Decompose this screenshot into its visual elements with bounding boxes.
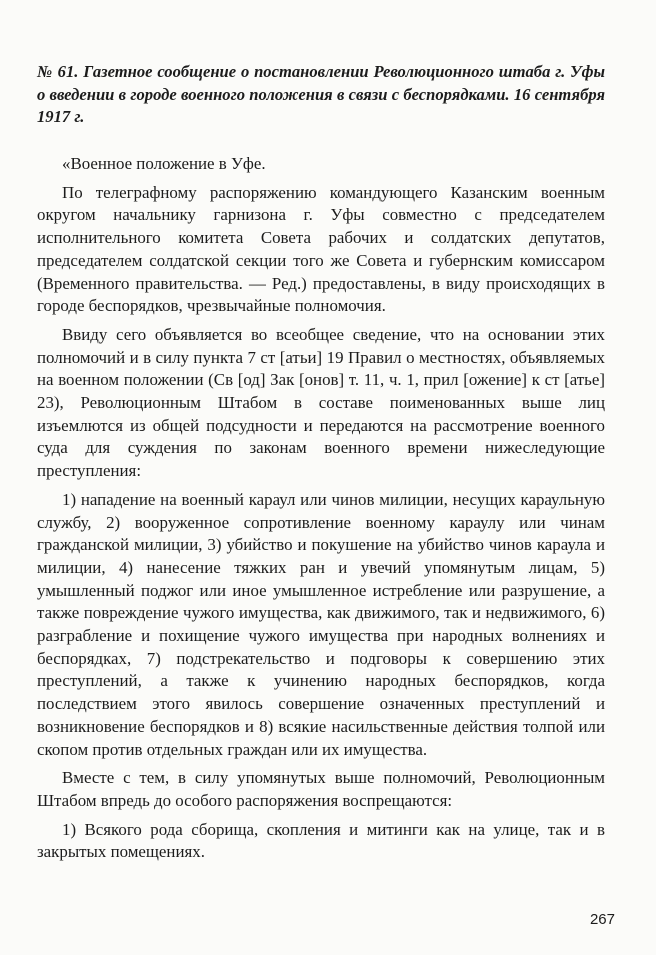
- page-number: 267: [589, 911, 615, 928]
- paragraph-announcement: Ввиду сего объявляется во всеобщее сведение, что на основании этих полномочий и в силу пункта 7 ст [атьи] 19 Правил о местностях, объявляемых на военном положении (Св [од] Зак [онов] т. 11, ч. 1, прил [ожение] к ст [атье] 23), Революционным Штабом в составе поименованных выше лиц изъемлются из общей подсудности и передаются на рассмотрение военного суда для суждения по законам военного времени нижеследующие преступления:: [37, 324, 605, 481]
- paragraph-crimes-list: 1) нападение на военный караул или чинов милиции, несущих караульную службу, 2) вооруженное сопротивление военному караулу или чинам гражданской милиции, 3) убийство и покушение на убийство чинов караула и милиции, 4) нанесение тяжких ран и увечий упомянутым лицам, 5) умышленный поджог или иное умышленное истребление или разрушение, а также повреждение чужого имущества, как движимого, так и недвижимого, 6) разграбление и похищение чужого имущества при народных волнениях и беспорядках, 7) подстрекательство и подговоры к совершению этих преступлений, а также к учинению народных беспорядков, когда последствием этого явилось совершение означенных преступлений и возникновение беспорядков и 8) всякие насильственные действия толпой или скопом против отдельных граждан или их имущества.: [37, 489, 605, 759]
- paragraph-prohibition-1: 1) Всякого рода сборища, скопления и митинги как на улице, так и в закрытых помещениях.: [37, 819, 605, 862]
- paragraph-authority: По телеграфному распоряжению командующего Казанским военным округом начальнику гарнизона г. Уфы совместно с председателем исполнительного комитета Совета рабочих и солдатских депутатов, председателем солдатской секции того же Совета и губернским комиссаром (Временного правительства. — Ред.) предоставлены, в виду происходящих в городе беспорядков, чрезвычайные полномочия.: [37, 182, 605, 316]
- document-heading: № 61. Газетное сообщение о постановлении Революционного штаба г. Уфы о введении в городе военного положения в связи с беспорядками. 16 сентября 1917 г.: [37, 62, 605, 126]
- paragraph-title: «Военное положение в Уфе.: [62, 154, 266, 173]
- document-body: [37, 153, 605, 870]
- paragraph-prohibitions: Вместе с тем, в силу упомянутых выше полномочий, Революционным Штабом впредь до особого распоряжения воспрещаются:: [37, 768, 605, 810]
